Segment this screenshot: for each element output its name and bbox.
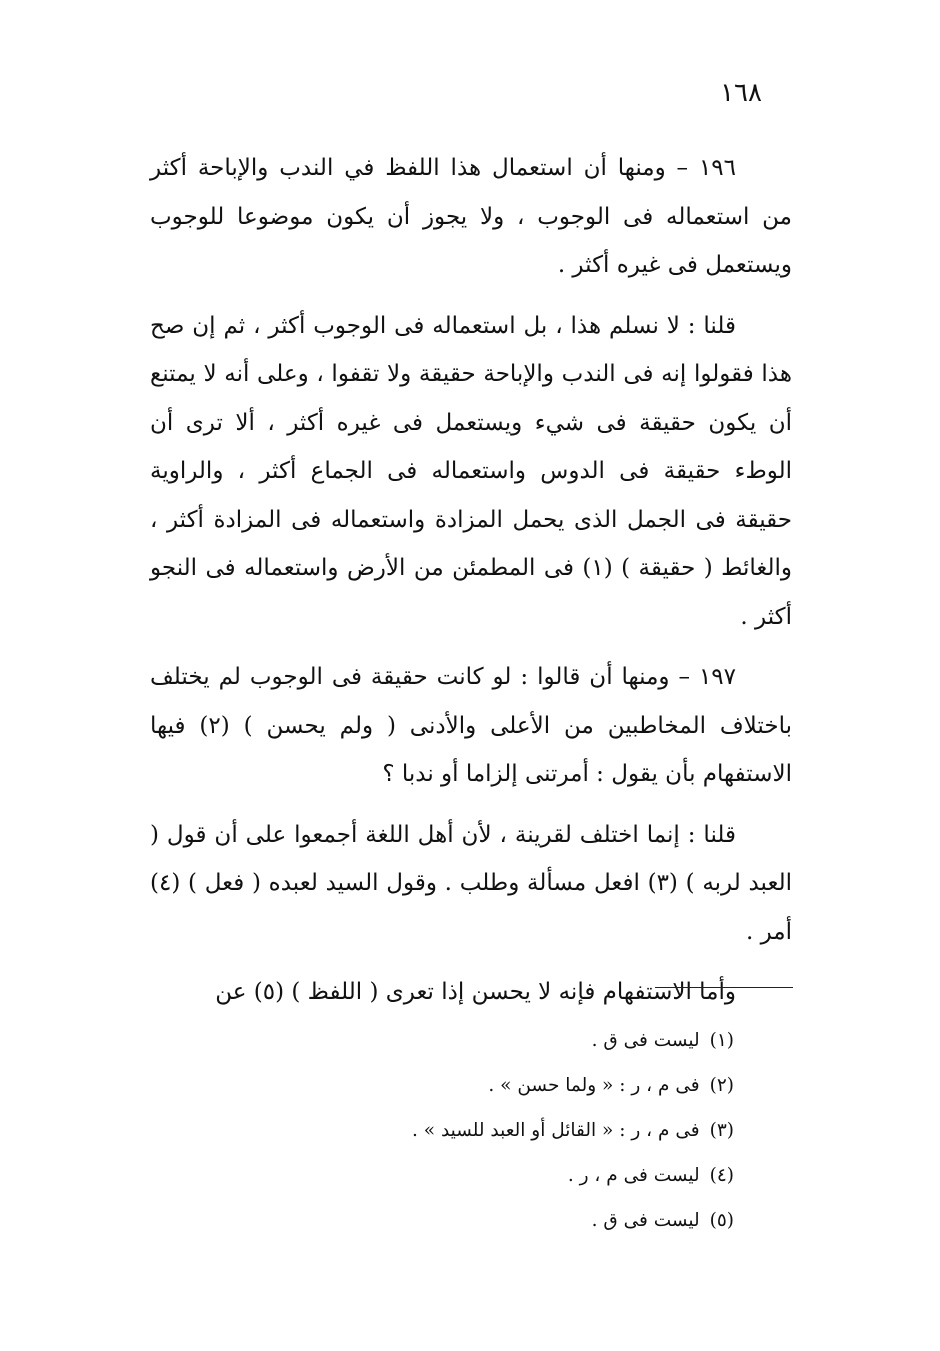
paragraph-text: ١٩٦ – ومنها أن استعمال هذا اللفظ في الندب والإباحة أكثر من استعماله فى الوجوب ، ولا يجوز أن يكون موضوعا للوجوب ويستعمل فى غيره أكثر . bbox=[150, 155, 792, 278]
footnote-text: فى م ، ر : « القائل أو العبد للسيد » . bbox=[412, 1120, 700, 1141]
main-text bbox=[150, 144, 792, 1029]
footnote-number: (٥) bbox=[709, 1210, 734, 1231]
paragraph-reply-1 bbox=[150, 302, 792, 642]
footnote-2 bbox=[174, 1063, 734, 1108]
paragraph-reply-2 bbox=[150, 811, 792, 957]
footnote-text: ليست فى ق . bbox=[591, 1030, 700, 1051]
footnote-divider bbox=[655, 987, 793, 988]
paragraph-196 bbox=[150, 144, 792, 290]
footnote-text: ليست فى ق . bbox=[591, 1210, 700, 1231]
footnotes bbox=[174, 1018, 734, 1243]
paragraph-text: قلنا : لا نسلم هذا ، بل استعماله فى الوجوب أكثر ، ثم إن صح هذا فقولوا إنه فى الندب والإباحة حقيقة ولا تقفوا ، وعلى أنه لا يمتنع أن يكون حقيقة فى شيء ويستعمل فى غيره أكثر ، ألا ترى أن الوطء حقيقة فى الدوس واستعماله فى الجماع أكثر ، والراوية حقيقة فى الجمل الذى يحمل المزادة واستعماله فى المزادة أكثر ، والغائط ( حقيقة ) (١) فى المطمئن من الأرض واستعماله فى النجو أكثر . bbox=[150, 312, 792, 630]
footnote-number: (٣) bbox=[709, 1120, 734, 1141]
footnote-number: (٢) bbox=[709, 1075, 734, 1096]
footnote-text: ليست فى م ، ر . bbox=[567, 1165, 700, 1186]
paragraph-text: ١٩٧ – ومنها أن قالوا : لو كانت حقيقة فى الوجوب لم يختلف باختلاف المخاطبين من الأعلى والأدنى ( ولم يحسن ) (٢) فيها الاستفهام بأن يقول : أمرتنى إلزاما أو ندبا ؟ bbox=[150, 664, 792, 787]
page-number: ١٦٨ bbox=[720, 78, 762, 108]
paragraph-text: قلنا : إنما اختلف لقرينة ، لأن أهل اللغة أجمعوا على أن قول ( العبد لربه ) (٣) افعل مسألة وطلب . وقول السيد لعبده ( فعل ) (٤) أمر . bbox=[150, 821, 792, 945]
paragraph-197 bbox=[150, 653, 792, 799]
footnote-text: فى م ، ر : « ولما حسن » . bbox=[488, 1075, 700, 1096]
footnote-number: (١) bbox=[709, 1030, 734, 1051]
footnote-1 bbox=[174, 1018, 734, 1063]
footnote-4 bbox=[174, 1153, 734, 1198]
paragraph-istifham bbox=[150, 968, 792, 1017]
footnote-number: (٤) bbox=[709, 1165, 734, 1186]
footnote-3 bbox=[174, 1108, 734, 1153]
paragraph-text: وأما الاستفهام فإنه لا يحسن إذا تعرى ( اللفظ ) (٥) عن bbox=[215, 979, 736, 1005]
footnote-5 bbox=[174, 1198, 734, 1243]
